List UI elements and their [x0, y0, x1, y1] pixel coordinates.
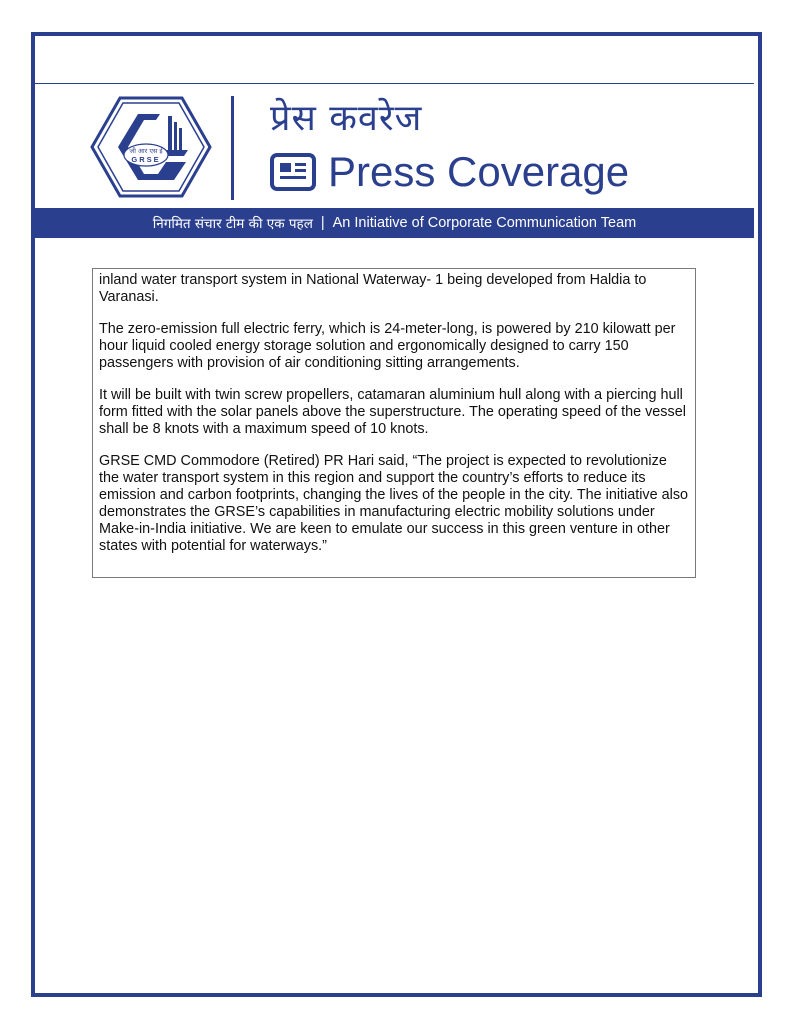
- header-divider: [231, 96, 234, 200]
- banner-separator: |: [320, 215, 325, 231]
- grse-logo: [90, 96, 212, 198]
- header-rule: [35, 83, 754, 84]
- article-paragraph: GRSE CMD Commodore (Retired) PR Hari said, “The project is expected to revolutionize the water transport system in this region and support the country’s efforts to reduce its emission and carbon footprints, changing the lives of the people in the city. The initiative also demonstrates the GRSE’s capabilities in manufacturing electric mobility solutions under Make-in-India initiative. We are keen to emulate our success in this green venture in other states with potential for waterways.”: [99, 453, 689, 554]
- article-paragraph: The zero-emission full electric ferry, which is 24-meter-long, is powered by 210 kilowatt per hour liquid cooled energy storage solution and ergonomically designed to carry 150 passengers with provision of air conditioning sitting arrangements.: [99, 321, 676, 371]
- logo-hindi-text: जी आर एस ई: [129, 147, 163, 155]
- press-coverage-title: Press Coverage: [328, 148, 630, 195]
- initiative-banner: [35, 208, 754, 238]
- article-paragraph: inland water transport system in National Waterway- 1 being developed from Haldia to Varanasi.: [99, 272, 647, 305]
- banner-hindi-text: निगमित संचार टीम की एक पहल: [152, 216, 313, 232]
- press-coverage-row: [270, 146, 629, 198]
- newspaper-icon: [270, 152, 316, 192]
- banner-english-text: An Initiative of Corporate Communication Team: [332, 215, 637, 231]
- logo-english-text: GRSE: [131, 155, 161, 164]
- article-box: [92, 268, 696, 578]
- hindi-title: प्रेस कवरेज: [270, 98, 423, 139]
- article-paragraph: It will be built with twin screw propellers, catamaran aluminium hull along with a piercing hull form fitted with the solar panels above the superstructure. The operating speed of the vessel shall be 8 knots with a maximum speed of 10 knots.: [99, 387, 686, 437]
